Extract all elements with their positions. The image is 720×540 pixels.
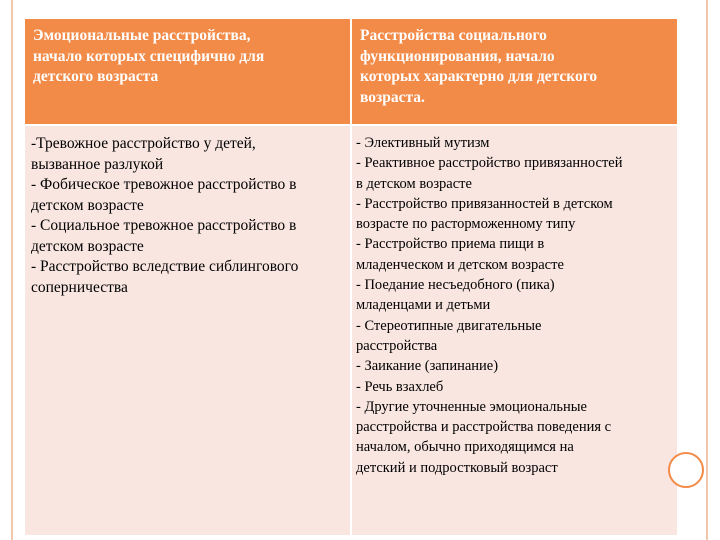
- list-item: соперничества: [31, 278, 128, 296]
- list-item: детском возрасте: [31, 237, 144, 255]
- list-item: - Социальное тревожное расстройство в: [31, 217, 297, 234]
- header-right-line: возраста.: [360, 88, 425, 106]
- emotional-disorders-list: [25, 126, 350, 535]
- list-item: - Расстройство приема пищи в: [356, 236, 545, 253]
- slide-frame-left-line: [11, 0, 13, 540]
- list-item: -Тревожное расстройство у детей,: [31, 135, 256, 152]
- header-right-line: которых характерно для детского: [360, 68, 598, 85]
- list-item: началом, обычно приходящимся на: [356, 439, 574, 456]
- header-right-line: функционирования, начало: [360, 47, 555, 65]
- list-item: расстройства: [356, 337, 438, 354]
- list-item: - Речь взахлеб: [356, 378, 444, 395]
- list-item: - Заикание (запинание): [356, 358, 499, 375]
- list-item: вызванное разлукой: [31, 155, 164, 173]
- list-item: младенцами и детьми: [356, 297, 491, 314]
- list-item: в детском возрасте: [356, 175, 472, 192]
- list-item: - Элективный мутизм: [356, 135, 490, 151]
- list-item: - Другие уточненные эмоциональные: [356, 398, 587, 415]
- header-emotional-disorders: [25, 19, 350, 124]
- list-item: - Фобическое тревожное расстройство в: [31, 176, 297, 193]
- row-divider: [25, 124, 677, 126]
- comparison-table: [25, 19, 677, 535]
- list-item: - Поедание несъедобного (пика): [356, 277, 555, 294]
- list-item: - Расстройство вследствие сиблингового: [31, 258, 299, 275]
- list-item: детском возрасте: [31, 196, 144, 214]
- list-item: расстройства и расстройства поведения с: [356, 419, 612, 436]
- slide-frame-right-line: [706, 0, 708, 540]
- list-item: возрасте по расторможенному типу: [356, 216, 576, 233]
- header-left-line: детского возраста: [33, 68, 159, 85]
- social-functioning-disorders-list: [352, 126, 677, 535]
- list-item: - Расстройство привязанностей в детском: [356, 195, 613, 212]
- header-right-line: Расстройства социального: [360, 27, 547, 44]
- header-social-functioning-disorders: [352, 19, 677, 124]
- list-item: младенческом и детском возрасте: [356, 256, 564, 273]
- slide-nav-circle[interactable]: [668, 452, 704, 488]
- header-left-line: начало которых специфично для: [33, 47, 265, 65]
- header-left-line: Эмоциональные расстройства,: [33, 27, 251, 44]
- list-item: детский и подростковый возраст: [356, 459, 558, 476]
- list-item: - Стереотипные двигательные: [356, 317, 542, 334]
- column-divider: [350, 19, 352, 535]
- list-item: - Реактивное расстройство привязанностей: [356, 155, 623, 172]
